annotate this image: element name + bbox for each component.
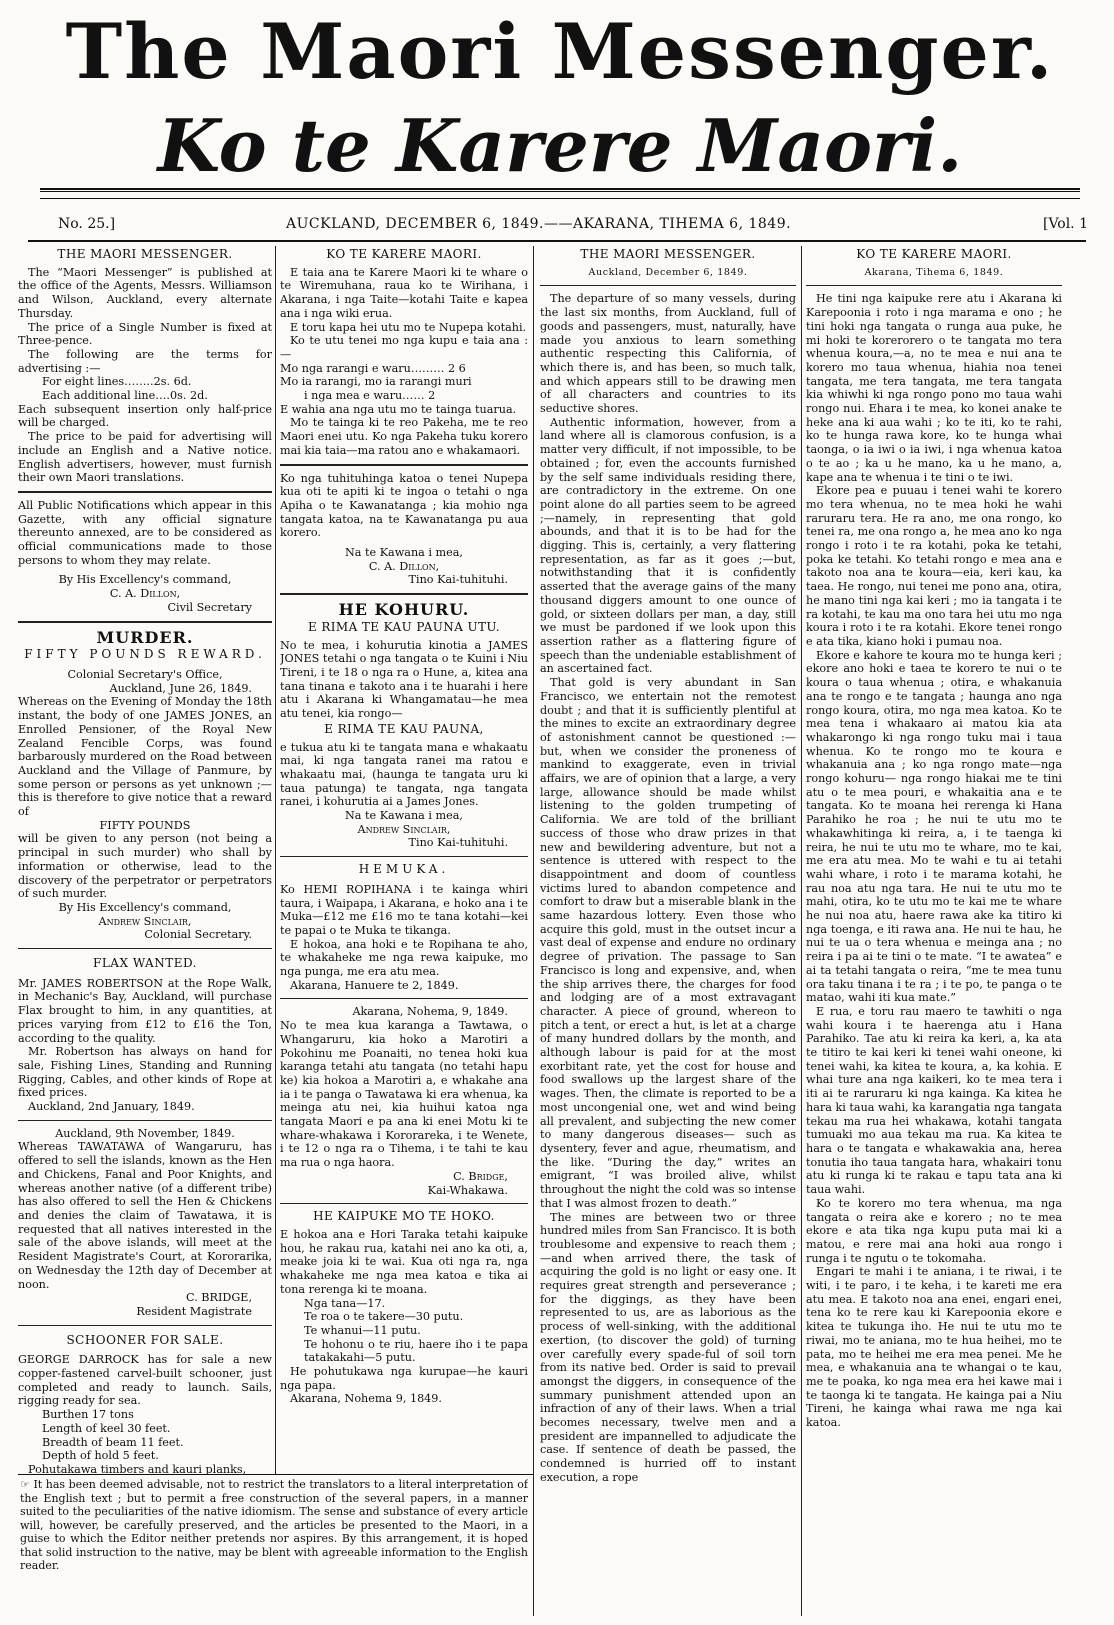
advertising-notice: The price to be paid for advertising will include an English and a Native notice. English advertisers, however, must furnish their own Maori translations. — [18, 430, 272, 485]
section-rule — [18, 1325, 272, 1326]
column-maori-notices — [280, 246, 528, 1474]
section-rule — [18, 621, 272, 623]
bottom-rule — [18, 1474, 533, 1475]
signature-title: Kai-Whakawa. — [427, 1183, 508, 1197]
term-line: Mo nga rarangi e waru……… 2 6 — [280, 361, 466, 375]
flax-body: Ko HEMI ROPIHANA i te kainga whiri taura, i Waipapa, i Akarana, e hoko ana i te Muka—£12 me £16 mo te tana kotahi—kei te papai o te Muka te tikanga. — [280, 882, 528, 937]
issue-volume: [Vol. 1 — [1042, 216, 1088, 232]
flax-date: Akarana, Hanuere te 2, 1849. — [290, 978, 459, 992]
section-rule — [18, 1120, 272, 1121]
column-divider — [533, 246, 534, 1616]
section-rule — [280, 464, 528, 466]
murder-body: Whereas on the Evening of Monday the 18th instant, the body of one JAMES JONES, an Enrolled Pensioner, of the Royal New Zealand Fencible Corps, was found barbarously murdered on the Road between Auckland and the Village of Panmure, by some person or persons as yet unknown ;— this is therefore to give notice that a reward of — [18, 695, 272, 819]
signature-title: Tino Kai-tuhituhi. — [408, 573, 508, 587]
murder-body: No te mea, i kohurutia kinotia a JAMES JONES tetahi o nga tangata o te Kuini i Niu Tireni, i te 18 o nga ra o Hune, a, kitea ana tana tinana e takoto ana i te huarahi i here atu i Akarana ki Whangamatau—he mea atu tenei, kia rongo— — [280, 638, 528, 721]
publish-notice: E taia ana te Karere Maori ki te whare o te Wiremuhana, raua ko te Wirihana, i Akarana, i nga Taite—kotahi Taite e kapea ana i nga wiki erua. — [280, 265, 528, 320]
section-rule — [806, 285, 1062, 286]
editorial-paragraph: Ekore pea e puuau i tenei wahi te korero mo tera whenua, no te mea hoki he wahi raruraru tera. He ra ano, me ona rongo, ko tenei ra, me ona rongo a, he mea ano ko nga rongo i roto i te ra kotahi, poka ke tetahi, poka ke tetahi. Ko tetahi rongo e mea ana e takoto noa ana te koura—eia, keri kau, ka taea. He rongo, nui tenei me pono ana, otira, he mano tini nga kai keri ; mo ia tangata i te ra kotahi, te kau ma ono tara hei utu mo nga koura i roto i te ra kotahi. Ekore tenei rongo e ata tika, kiano hoki i pumau noa. — [806, 484, 1062, 648]
signature: C. A. Dillon, — [109, 587, 181, 601]
signature-title: Tino Kai-tuhituhi. — [408, 836, 508, 850]
schooner-date: Akarana, Nohema 9, 1849. — [290, 1392, 442, 1406]
schooner-body: GEORGE DARROCK has for sale a new copper-fastened carvel-built schooner, just completed and ready to launch. Sails, rigging ready for sea. — [18, 1353, 272, 1408]
editorial-paragraph: Authentic information, however, from a land where all is clamorous confusion, is a matter very difficult, if not impossible, to be obtained ; for, even the accounts furnished by the self same individuals residing there, are contradictory in the extreme. On one point alone do all parties seem to be agreed ;—namely, in representing that gold abounds, and that it is to be had for the digging. This is, certainly, a very flattering representation, as far as it goes ;—but, notwithstanding that it is confidently asserted that the average gains of the many thousand diggers amount to one ounce of gold, or sixteen dollars per man, a day, still we must be pardoned if we look upon this assertion rather as a flattering figure of speech than the undeniable establishment of an ascertained fact. — [540, 415, 796, 676]
section-rule — [280, 1203, 528, 1204]
section-rule — [280, 998, 528, 999]
editorial-paragraph: That gold is very abundant in San Francisco, we entertain not the remotest doubt ; and that it is sufficiently plentiful at the mines to excite an extraordinary degree of astonishment cannot be questioned :— but, when we consider the proneness of mankind to exaggerate, even in trivial affairs, we are of opinion that a large, a very large, allowance should be made whilst listening to the golden trumpeting of California. We are told of the brilliant success of those who draw prizes in that new and bewildering adventure, but not a sentence is uttered with respect to the disappointment and doom of countless victims lured to abandon competence and comfort to draw but a miserable blank in the same hazardous lottery. Even those who acquire this gold, must in the outset incur a vast deal of expense and endure no ordinary degree of privation. The passage to San Francisco is long and expensive, and, when the ship arrives there, the charges for food and lodging are of a most extravagant character. A piece of ground, whereon to pitch a tent, or erect a hut, is let at a charge of many hundred dollars by the month, and although labour is paid for at the most exorbitant rate, yet the cost for house and food swallows up the largest share of the wages. Then, the climate is reported to be a most uncongenial one, wet and wind being all prevalent, and subjecting the new comer to many dangerous diseases— such as dysentery, fever and ague, rheumatism, and the like. “During the day,” writes an emigrant, “I was broiled alive, whilst throughout the night the cold was so intense that I was almost frozen to death.” — [540, 676, 796, 1210]
signature-title: Civil Secretary — [167, 600, 252, 614]
masthead-rule-thin — [40, 198, 1080, 199]
masthead-title-maori: Ko te Karere Maori. — [157, 103, 963, 188]
editorial-paragraph: Engari te mahi i te aniana, i te riwai, i te witi, i te paro, i te keha, i te kareti me era atu mea. E takoto noa ana enei, engari enei, tena ko te rere kau ki Karepoonia ekore e kitea te tukunga iho. He nui te utu mo te riwai, mo te aniana, mo te hua heihei, mo te pata, mo te heihei me era mea penei. Me he mea, e whakanuia ana te whangai o te kau, me te poaka, ko nga mea era hei kawe mai i te taonga ki te tangata. He kainga pai a Niu Tireni, he kainga whai rawa me nga kai katoa. — [806, 1265, 1062, 1430]
murder-date: Auckland, June 26, 1849. — [109, 681, 252, 695]
murder-subheading: FIFTY POUNDS REWARD. — [24, 647, 266, 662]
col2-heading: KO TE KARERE MAORI. — [326, 247, 482, 261]
tawatawa-date: Akarana, Nohema, 9, 1849. — [352, 1005, 508, 1019]
issue-number: No. 25.] — [58, 216, 116, 232]
pointing-hand-icon: ☞ — [20, 1478, 34, 1491]
term-line: For eight lines……..2s. 6d. — [42, 375, 192, 389]
column-divider — [801, 246, 802, 1616]
schooner-spec: Te whanui—11 putu. — [304, 1323, 421, 1337]
publish-notice: The “Maori Messenger” is published at the office of the Agents, Messrs. Williamson and Wilson, Auckland, every alternate Thursday. — [18, 265, 272, 320]
schooner-body: E hokoa ana e Hori Taraka tetahi kaipuke hou, he rakau rua, katahi nei ano ka oti, a, meake joia ki te wai. Kua oti nga ra, nga whakaheke me nga mea katoa e tika ai tona rerenga ki te moana. — [280, 1228, 528, 1296]
flax-heading: HEMUKA. — [358, 862, 450, 877]
section-rule — [280, 593, 528, 595]
editorial-paragraph: Ko te korero mo tera whenua, ma nga tangata o reira ake e korero ; no te mea ekore e ata tika nga kupu puta mai ki a matou, e rere mai ana hoki aua rongo i runga i te ngutu o te tokomaha. — [806, 1196, 1062, 1265]
section-rule — [280, 856, 528, 857]
signature: C. BRIDGE, — [186, 1291, 252, 1305]
translation-note — [20, 1478, 528, 1618]
tawatawa-body: Whereas TAWATAWA of Wangaruru, has offered to sell the islands, known as the Hen and Chickens, Fanal and Poor Knights, and whereas another native (of a different tribe) has also offered to sell the Hen & Chickens and denies the claim of Tawatawa, it is requested that all natives interested in the sale of the above islands, will meet at the Resident Magistrate's Court, at Kororarika, on Wednesday the 12th day of December at noon. — [18, 1140, 272, 1291]
issue-date: AUCKLAND, DECEMBER 6, 1849.——AKARANA, TIHEMA 6, 1849. — [286, 216, 792, 232]
signature-title: Resident Magistrate — [136, 1304, 252, 1318]
official-notification: Ko nga tuhituhinga katoa o tenei Nupepa kua oti te apiti ki te ingoa o tetahi o nga Apiha o te Kawanatanga ; kia mohio nga tangata katoa, na te Kawanatanga pu aua korero. — [280, 471, 528, 540]
editorial-paragraph: He tini nga kaipuke rere atu i Akarana ki Karepoonia i roto i nga marama e ono ; he tini hoki nga tangata o runga aua puke, he mi hoki te korerorero o te tangata mo tera whenua koura,—a, no te mea e nui ana te korero mo taua whenua, hiahia noa tenei tangata, me tera tangata, me tera tangata kia whiwhi ki nga rongo pono mo taua wahi rongo nui. Ehara i te mea, ko konei anake te heke ana ki aua wahi ; ko te iti, ko te rahi, ko te hunga rawa kore, ko te hunga whai taonga, o ia iwi o ia iwi, i nga whenua katoa o te ao ; ka u he mano, ka u he mano, a, kape ana te whenua i te tini o te iwi. — [806, 292, 1062, 484]
editorial-date: Akarana, Tihema 6, 1849. — [864, 266, 1004, 278]
flax-body-continued: Mr. Robertson has always on hand for sale, Fishing Lines, Standing and Running Rigging, Cables, and other kinds of Rope at fixed prices. — [18, 1045, 272, 1100]
column-maori-editorial — [806, 246, 1062, 1618]
half-price-notice: E wahia ana nga utu mo te tainga tuarua. — [280, 402, 517, 416]
command-line: Na te Kawana i mea, — [345, 809, 463, 823]
half-price-notice: Each subsequent insertion only half-price will be charged. — [18, 402, 272, 430]
flax-date: Auckland, 2nd January, 1849. — [28, 1100, 195, 1114]
schooner-heading: SCHOONER FOR SALE. — [66, 1332, 224, 1347]
schooner-spec: Te hohonu o te riu, haere iho i te papa tatakakahi—5 putu. — [304, 1337, 528, 1365]
terms-intro: Ko te utu tenei mo nga kupu e taia ana :— — [280, 334, 528, 361]
col1-heading: THE MAORI MESSENGER. — [57, 247, 233, 261]
schooner-footer: Pohutakawa timbers and kauri planks, — [28, 1462, 247, 1474]
command-line: Na te Kawana i mea, — [345, 546, 463, 560]
column-divider — [275, 246, 276, 1474]
schooner-footer: He pohutukawa nga kurupae—he kauri nga papa. — [280, 1365, 528, 1392]
editorial-date: Auckland, December 6, 1849. — [588, 266, 748, 278]
office-line: Colonial Secretary's Office, — [67, 667, 223, 681]
section-rule — [18, 491, 272, 493]
editorial-paragraph: E rua, e toru rau maero te tawhiti o nga wahi koura i te haerenga atu i Hana Parahiko. Tae atu ki reira ka keri, a, ka ata te titiro te kai keri ki tenei wahi oneone, ki tenei wahi, ka kitea te koura, a, ka kohia. E whai ture ana nga kaikeri, ko te mea tera i iti ai te raruraru ki nga kainga. Ka kitea he hara ki taua wahi, ka karangatia nga tangata tekau ma rua hei whakawa, kotahi tangata tumuaki mo aua tekau ma rua. Ka kitea te hara o te tangata e whakawakia ana, herea tonutia iho taua tangata hara, whakairi tonu atu ki runga ki te rakau e tapu tata ana ki taua wahi. — [806, 1004, 1062, 1197]
flax-body: Mr. JAMES ROBERTSON at the Rope Walk, in Mechanic's Bay, Auckland, will purchase Flax brought to him, in any quantities, at prices varying from £12 to £16 the Ton, according to the quality. — [18, 976, 272, 1045]
schooner-spec: Burthen 17 tons — [42, 1408, 134, 1422]
col3-heading: THE MAORI MESSENGER. — [580, 247, 756, 261]
price-notice: The price of a Single Number is fixed at Three-pence. — [18, 320, 272, 348]
schooner-spec: Nga tana—17. — [304, 1296, 386, 1310]
dateline-rule — [28, 240, 1086, 242]
masthead-title-english: The Maori Messenger. — [65, 7, 1055, 96]
signature: Andrew Sinclair, — [98, 914, 192, 928]
flax-heading: FLAX WANTED. — [93, 956, 197, 971]
advertising-notice: Mo te tainga ki te reo Pakeha, me te reo Maori enei utu. Ko nga Pakeha tuku korero mai kia taia—ma ratou ano e whakamaori. — [280, 416, 528, 457]
terms-intro: The following are the terms for advertising :— — [18, 347, 272, 375]
term-line: Each additional line….0s. 2d. — [42, 389, 208, 403]
editorial-paragraph: Ekore e kahore te koura mo te hunga keri ; ekore ano hoki e taea te korero te nui o te koura o taua whenua ; otira, e whakanuia ana te rongo e te tangata ; haunga ano nga rongo koura, otira, mo nga mea katoa. Ko te mea tena i whakaaro ai matou kia ata whakarongo ki nga rongo tuku mai i taua whenua. Ko te rongo mo te koura e whakanuia ana ; ko nga rongo mate—nga rongo kohuru— nga rongo hiakai me te tini atu o te mea pouri, e whakaitia ana e te tangata. Ko te moana hei rerenga ki Hana Parahiko he roa ; he nui te utu mo te whakawhitinga ki reira, a, i te taenga ki reira, he nui te utu mo te whare, mo te kai, me era atu mea. Mo te wahi e tu ai tetahi wahi whare, i roto i te marama kotahi, he rau noa atu nga tara. He nui te utu mo te mahi, otira, ko te utu mo te kai me te whare he nui noa atu, haere rawa ake ka titiro ki nga toenga, e iti rawa ana. He nui te hau, he nui te ua o tera whenua e meinga ana ; no reira i pa ai te tini o te mate. “I te awatea” e ai ta tetahi tangata o reira, “me te mea tunu ora taku tinana i te ra ; i te po, te panga o te matao, wahi iti kua mate.” — [806, 648, 1062, 1005]
reward-amount: FIFTY POUNDS — [99, 818, 191, 832]
flax-body-continued: E hokoa, ana hoki e te Ropihana te aho, te whakaheke me nga rewa kaipuke, mo nga punga, me era atu mea. — [280, 937, 528, 979]
editorial-paragraph: The mines are between two or three hundred miles from San Francisco. It is both troublesome and expensive to reach them ;—and when arrived there, the task of acquiring the gold is no light or easy one. It requires great strength and perseverance ; for the diggings, as they have been represented to us, are as laborious as the process of well-sinking, with the additional exertion, (to discover the gold) of turning over carefully every spade-ful of soil torn from its native bed. Order is said to prevail amongst the diggers, in consequence of the summary punishment attended upon an infraction of any of their laws. When a trial becomes necessary, twelve men and a president are impannelled to adjudicate the case. If sentence of death be passed, the condemned is hurried off to instant execution, a rope — [540, 1210, 796, 1484]
column-english-notices — [18, 246, 272, 1474]
murder-body-continued: e tukua atu ki te tangata mana e whakaatu mai, ki nga tangata ranei ma ratou e whakaatu mai, (haunga te tangata uru ki taua patunga) te tangata, nga tangata ranei, i kohurutia ai a James Jones. — [280, 740, 528, 809]
schooner-spec: Breadth of beam 11 feet. — [42, 1435, 184, 1449]
murder-subheading: E RIMA TE KAU PAUNA UTU. — [307, 619, 501, 634]
col4-heading: KO TE KARERE MAORI. — [856, 247, 1012, 261]
dateline — [58, 216, 1088, 238]
translation-note-text: It has been deemed advisable, not to restrict the translators to a literal interpretation of the English text ; but to permit a free construction of the several papers, in a manner suited to the peculiarities of the native idiomism. The sense and substance of every article will, however, be carefully preserved, and the articles be presented to the Maori, in a guise to which the Editor neither pretends nor aspires. By this arrangement, it is hoped that solid instruction to the native, may be blent with agreeable information to the English reader. — [20, 1478, 528, 1572]
schooner-spec: Te roa o te takere—30 putu. — [304, 1310, 464, 1324]
command-line: By His Excellency's command, — [58, 900, 232, 914]
term-line: i nga mea e waru…… 2 — [304, 389, 436, 403]
murder-body-continued: will be given to any person (not being a principal in such murder) who shall by information or otherwise, lead to the discovery of the perpetrator or perpetrators of such murder. — [18, 832, 272, 901]
schooner-spec: Length of keel 30 feet. — [42, 1421, 171, 1435]
tawatawa-date: Auckland, 9th November, 1849. — [55, 1126, 235, 1140]
price-notice: E toru kapa hei utu mo te Nupepa kotahi. — [290, 320, 527, 334]
term-line: Mo ia rarangi, mo ia rarangi muri — [280, 375, 472, 389]
command-line: By His Excellency's command, — [58, 573, 232, 587]
section-rule — [18, 948, 272, 949]
column-english-editorial — [540, 246, 796, 1618]
schooner-spec: Depth of hold 5 feet. — [42, 1449, 159, 1463]
murder-heading: MURDER. — [96, 627, 194, 647]
masthead — [40, 2, 1080, 192]
schooner-heading: HE KAIPUKE MO TE HOKO. — [313, 1209, 495, 1224]
signature-title: Colonial Secretary. — [144, 928, 252, 942]
reward-amount: E RIMA TE KAU PAUNA, — [324, 721, 484, 736]
editorial-paragraph: The departure of so many vessels, during the last six months, from Auckland, full of goods and passengers, must, naturally, have made you anxious to learn something authentic respecting this California, of which there is, and has been, so much talk, and which appears still to be drawing men of all characters and countries to its seductive shores. — [540, 292, 796, 416]
official-notification: All Public Notifications which appear in this Gazette, with any official signature thereunto annexed, are to be considered as official communications made to those persons to whom they may relate. — [18, 498, 272, 567]
signature: C. A. Dillon, — [368, 559, 440, 573]
section-rule — [540, 285, 796, 286]
signature: C. Bridge, — [453, 1169, 508, 1183]
tawatawa-body: No te mea kua karanga a Tawtawa, o Whangaruru, kia hoko a Marotiri a Pokohinu me Poanaiti, no tenea hoki kua karanga tetahi atu tangata (no tetahi hapu ke) kia hokoa a Marotiri a, e whakahe ana ia i te panga o Tawatawa ki era whenua, ka meinga atu nei, kia huihui katoa nga tangata Maori e pa ana ki enei Motu ki te whare-whakawa i Kororareka, i te Wenete, i te 12 o nga ra o Tihema, i te tahi te kau ma rua o nga haora. — [280, 1019, 528, 1170]
murder-heading: HE KOHURU. — [338, 600, 470, 620]
signature: Andrew Sinclair, — [357, 822, 451, 836]
masthead-rule — [40, 188, 1080, 192]
